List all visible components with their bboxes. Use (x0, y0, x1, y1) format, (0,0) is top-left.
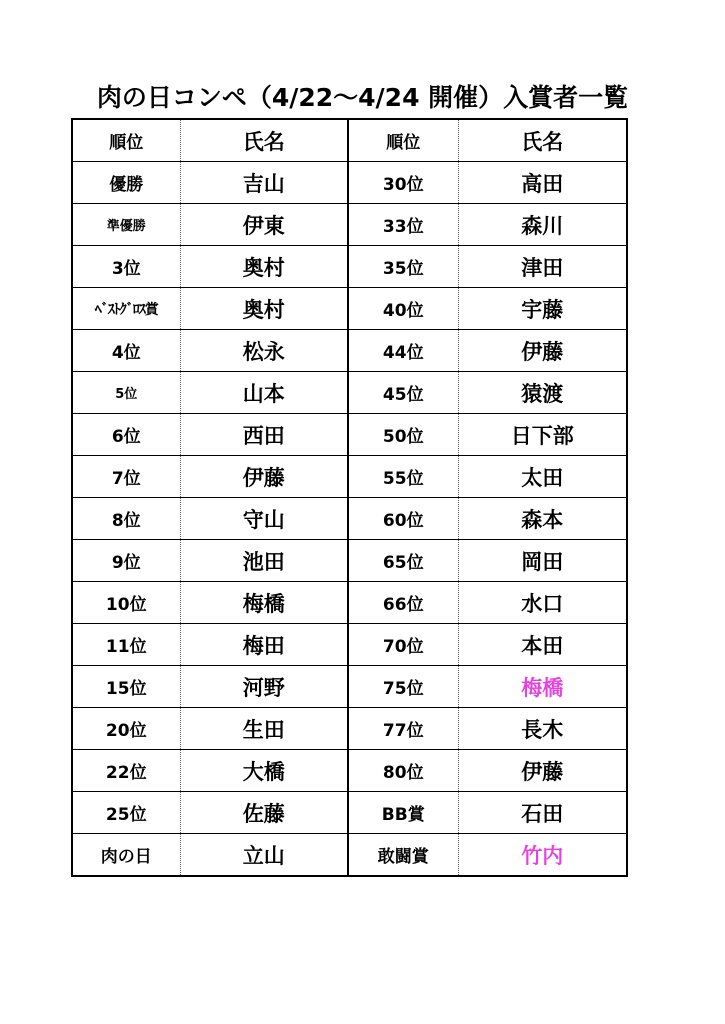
name-cell: 吉山 (180, 162, 348, 204)
table-row (72, 750, 627, 792)
header-name-left: 氏名 (180, 119, 348, 162)
rank-cell: 25位 (72, 792, 180, 834)
name-cell-highlighted: 梅橋 (458, 666, 627, 708)
rank-cell: 33位 (348, 204, 458, 246)
rank-cell: 45位 (348, 372, 458, 414)
table-row (72, 582, 627, 624)
name-cell: 守山 (180, 498, 348, 540)
name-cell: 伊藤 (458, 330, 627, 372)
rank-cell: 77位 (348, 708, 458, 750)
name-cell: 河野 (180, 666, 348, 708)
rank-cell: 75位 (348, 666, 458, 708)
table-row (72, 246, 627, 288)
rank-cell: 8位 (72, 498, 180, 540)
rank-cell: 55位 (348, 456, 458, 498)
table-row (72, 204, 627, 246)
rank-cell: 準優勝 (72, 204, 180, 246)
name-cell: 太田 (458, 456, 627, 498)
name-cell: 石田 (458, 792, 627, 834)
name-cell: 佐藤 (180, 792, 348, 834)
name-cell: 岡田 (458, 540, 627, 582)
name-cell: 池田 (180, 540, 348, 582)
table-row (72, 792, 627, 834)
name-cell: 本田 (458, 624, 627, 666)
rank-cell: 44位 (348, 330, 458, 372)
rank-cell: 11位 (72, 624, 180, 666)
name-cell: 森本 (458, 498, 627, 540)
rank-cell: 60位 (348, 498, 458, 540)
name-cell-highlighted: 竹内 (458, 834, 627, 877)
name-cell: 水口 (458, 582, 627, 624)
name-cell: 宇藤 (458, 288, 627, 330)
rank-cell: 15位 (72, 666, 180, 708)
rank-cell: ﾍﾞｽﾄｸﾞﾛｽ賞 (72, 288, 180, 330)
header-rank-left: 順位 (72, 119, 180, 162)
rank-cell: BB賞 (348, 792, 458, 834)
rank-cell: 70位 (348, 624, 458, 666)
rank-cell: 7位 (72, 456, 180, 498)
rank-cell: 10位 (72, 582, 180, 624)
rank-cell: 5位 (72, 372, 180, 414)
name-cell: 西田 (180, 414, 348, 456)
rank-cell: 22位 (72, 750, 180, 792)
table-row (72, 288, 627, 330)
rank-cell: 40位 (348, 288, 458, 330)
table-header-row (72, 119, 627, 162)
table-row (72, 498, 627, 540)
name-cell: 伊藤 (458, 750, 627, 792)
rank-cell: 4位 (72, 330, 180, 372)
name-cell: 長木 (458, 708, 627, 750)
rank-cell: 優勝 (72, 162, 180, 204)
rank-cell: 66位 (348, 582, 458, 624)
name-cell: 生田 (180, 708, 348, 750)
table-row (72, 330, 627, 372)
table-row (72, 456, 627, 498)
name-cell: 猿渡 (458, 372, 627, 414)
name-cell: 伊藤 (180, 456, 348, 498)
table-row (72, 708, 627, 750)
table-row (72, 372, 627, 414)
name-cell: 梅田 (180, 624, 348, 666)
table-row (72, 540, 627, 582)
rank-cell: 敢闘賞 (348, 834, 458, 877)
rank-cell: 35位 (348, 246, 458, 288)
rank-cell: 20位 (72, 708, 180, 750)
name-cell: 日下部 (458, 414, 627, 456)
rank-cell: 30位 (348, 162, 458, 204)
table-row (72, 834, 627, 877)
name-cell: 津田 (458, 246, 627, 288)
name-cell: 梅橋 (180, 582, 348, 624)
rank-cell: 肉の日 (72, 834, 180, 877)
header-rank-right: 順位 (348, 119, 458, 162)
name-cell: 立山 (180, 834, 348, 877)
rank-cell: 50位 (348, 414, 458, 456)
rank-cell: 65位 (348, 540, 458, 582)
name-cell: 大橋 (180, 750, 348, 792)
rank-cell: 6位 (72, 414, 180, 456)
rank-cell: 80位 (348, 750, 458, 792)
header-name-right: 氏名 (458, 119, 627, 162)
name-cell: 森川 (458, 204, 627, 246)
name-cell: 松永 (180, 330, 348, 372)
name-cell: 奥村 (180, 288, 348, 330)
name-cell: 伊東 (180, 204, 348, 246)
table-row (72, 666, 627, 708)
name-cell: 山本 (180, 372, 348, 414)
rank-cell: 9位 (72, 540, 180, 582)
name-cell: 高田 (458, 162, 627, 204)
rank-cell: 3位 (72, 246, 180, 288)
table-row (72, 162, 627, 204)
page-title: 肉の日コンペ（4/22〜4/24 開催）入賞者一覧 (96, 83, 629, 112)
table-row (72, 624, 627, 666)
name-cell: 奥村 (180, 246, 348, 288)
table-row (72, 414, 627, 456)
results-table (71, 118, 628, 877)
